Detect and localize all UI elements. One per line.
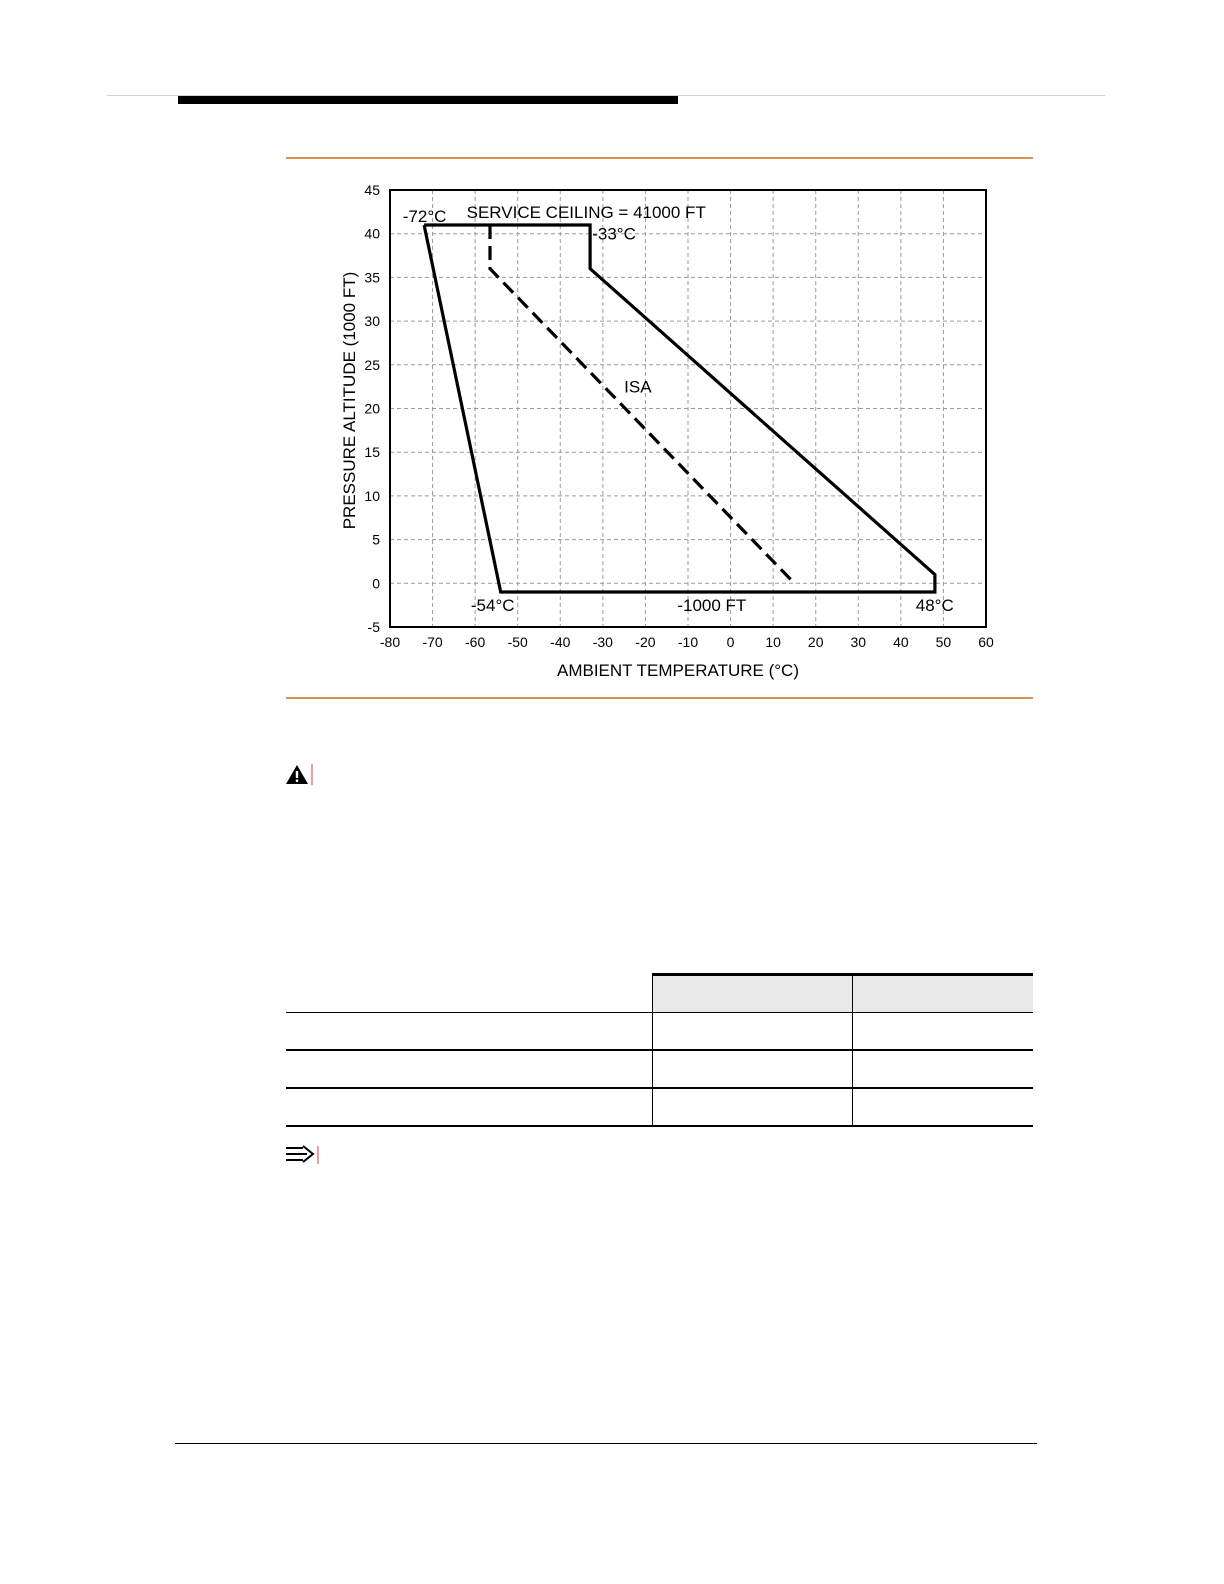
table-cell	[652, 1050, 852, 1088]
table-header-cell	[286, 975, 652, 1013]
y-tick-label: -5	[367, 619, 380, 635]
table-cell	[652, 1013, 852, 1051]
table-cell	[286, 1013, 652, 1051]
table-header-row	[286, 975, 1033, 1013]
annotation-label: -72°C	[402, 207, 447, 227]
table-header-cell	[652, 975, 852, 1013]
footer-rule	[175, 1443, 1037, 1444]
y-tick-label: 40	[364, 225, 380, 242]
x-tick-label: -10	[677, 634, 699, 650]
table-cell	[852, 1088, 1033, 1126]
y-tick-label: 35	[364, 269, 380, 286]
table-cell	[652, 1088, 852, 1126]
x-tick-label: 20	[807, 634, 824, 650]
y-axis-title: PRESSURE ALTITUDE (1000 FT)	[340, 271, 359, 530]
table-row	[286, 1088, 1033, 1126]
x-tick-label: -60	[465, 634, 486, 650]
y-tick-label: 15	[364, 444, 380, 461]
y-tick-label: 25	[364, 356, 380, 373]
figure-top-rule	[286, 157, 1033, 159]
x-tick-label: 60	[978, 634, 994, 650]
x-tick-label: -20	[635, 634, 656, 650]
isa-dashed-line	[490, 225, 794, 583]
y-tick-label: 30	[364, 313, 380, 330]
altitude-temperature-chart	[300, 170, 1020, 690]
x-tick-label: -50	[507, 634, 528, 650]
warning-triangle-icon	[285, 763, 315, 787]
x-tick-label: 50	[935, 634, 952, 650]
header-bar	[178, 96, 678, 104]
annotation-label: -1000 FT	[677, 596, 747, 616]
note-arrow-icon	[285, 1144, 321, 1166]
table-row	[286, 1013, 1033, 1051]
y-tick-label: 5	[372, 531, 380, 548]
x-tick-label: -80	[379, 634, 401, 650]
x-tick-label: 10	[765, 634, 781, 650]
annotation-label: -54°C	[470, 596, 515, 616]
x-tick-label: -70	[422, 634, 443, 650]
figure-bottom-rule	[286, 697, 1033, 699]
x-axis-title: AMBIENT TEMPERATURE (°C)	[557, 661, 799, 680]
table-row	[286, 1050, 1033, 1088]
chart-grid	[390, 190, 986, 627]
table-cell	[852, 1050, 1033, 1088]
annotation-label: -33°C	[592, 224, 636, 244]
x-tick-label: -40	[550, 634, 571, 650]
table-cell	[286, 1088, 652, 1126]
x-tick-label: 0	[726, 634, 735, 650]
x-tick-label: 40	[893, 634, 909, 650]
specification-table	[286, 973, 1033, 1127]
annotation-label: ISA	[624, 377, 652, 397]
table-cell	[286, 1050, 652, 1088]
x-tick-label: 30	[850, 634, 867, 650]
y-tick-label: 45	[364, 182, 380, 198]
annotation-label: SERVICE CEILING = 41000 FT	[466, 202, 706, 222]
y-tick-label: 0	[372, 575, 380, 592]
table-cell	[852, 1013, 1033, 1051]
table-header-cell	[852, 975, 1033, 1013]
tick-labels	[364, 182, 994, 650]
y-tick-label: 20	[364, 400, 380, 417]
x-tick-label: -30	[592, 634, 613, 650]
annotation-label: 48°C	[915, 596, 954, 616]
y-tick-label: 10	[364, 487, 380, 504]
